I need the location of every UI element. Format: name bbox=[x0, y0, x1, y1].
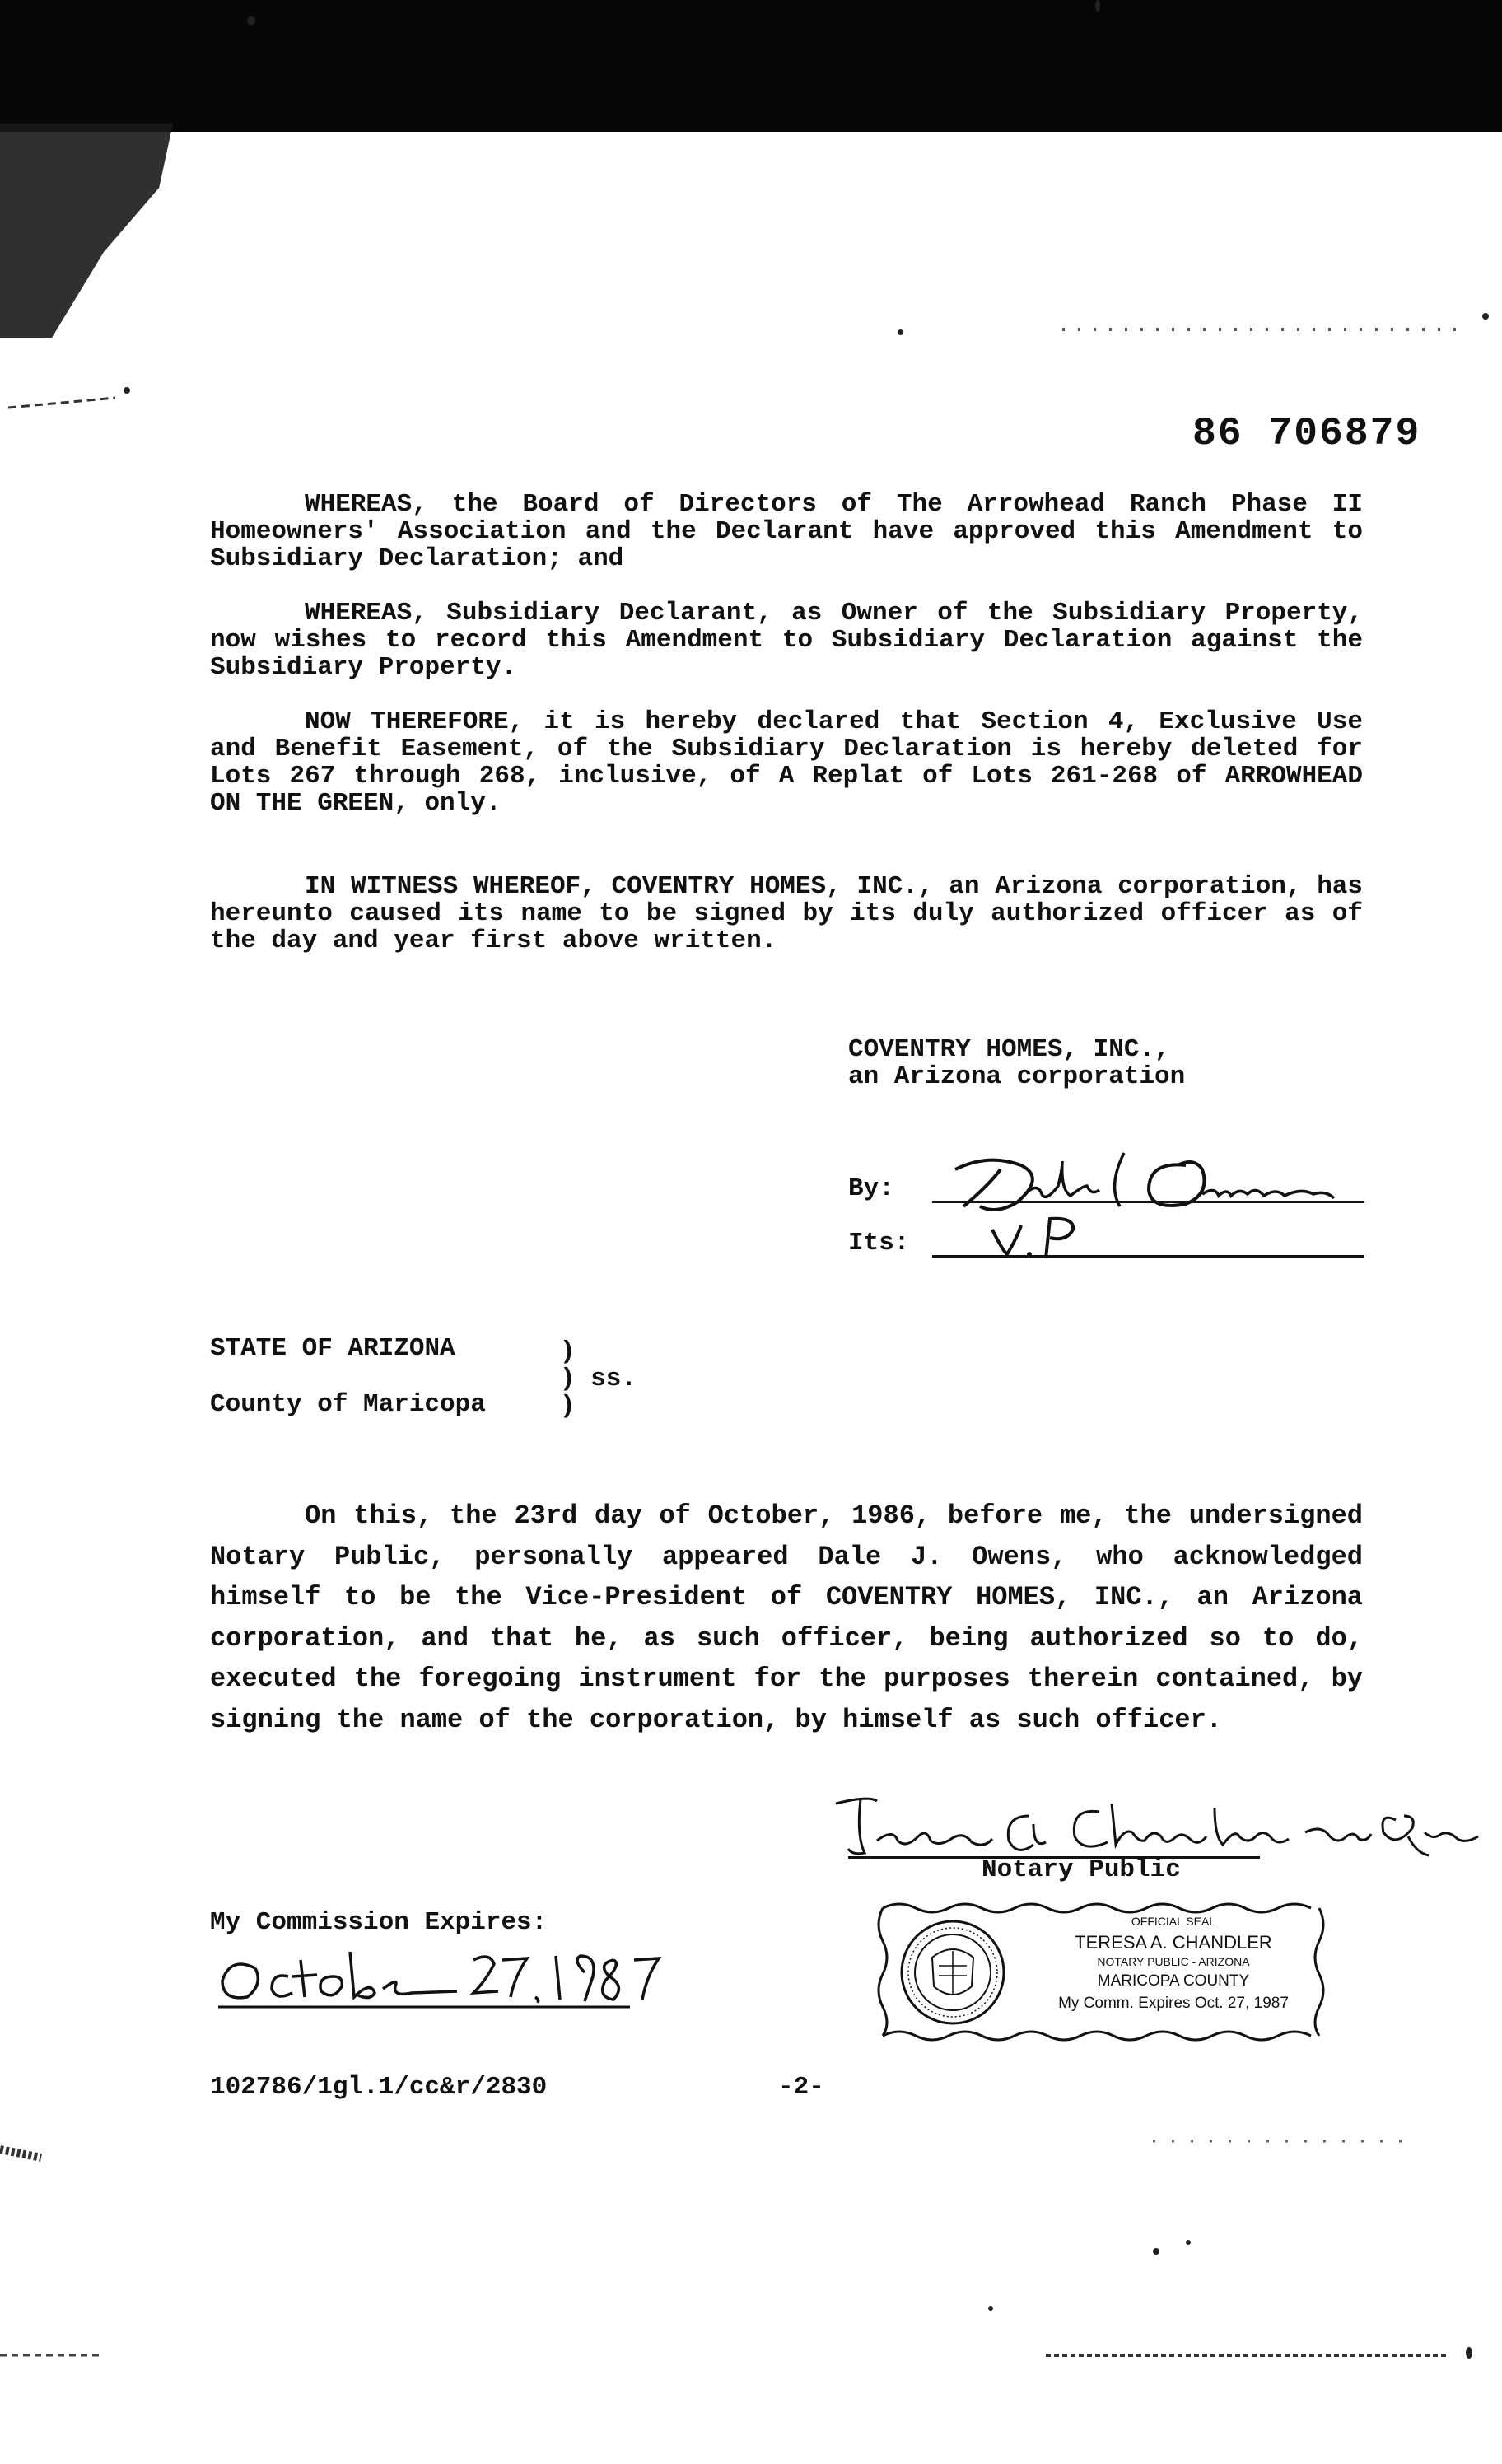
notary-title: Notary Public bbox=[982, 1855, 1181, 1884]
seal-line-name: TERESA A. CHANDLER bbox=[1075, 1932, 1272, 1953]
company-name: COVENTRY HOMES, INC., bbox=[848, 1035, 1170, 1064]
operative-text: NOW THEREFORE, it is hereby declared that Section 4, Exclusive Use and Benefit Easement, of the Subsidiary Declaration is hereby deleted for Lots 267 through 268, inclusive, of A Replat of Lots 261-268 of ARROWHEAD ON THE GREEN, only. bbox=[210, 707, 1363, 818]
venue-paren-top: ) bbox=[560, 1337, 576, 1366]
notary-signature bbox=[828, 1791, 1486, 1865]
venue-ss: ) ss. bbox=[560, 1365, 637, 1393]
commission-date-handwriting bbox=[210, 1935, 671, 2009]
commission-label: My Commission Expires: bbox=[210, 1908, 548, 1937]
footer-reference: 102786/1gl.1/cc&r/2830 bbox=[210, 2073, 548, 2102]
document-number: 86 706879 bbox=[1192, 412, 1421, 456]
its-label: Its: bbox=[848, 1229, 910, 1258]
witness-text: IN WITNESS WHEREOF, COVENTRY HOMES, INC., an Arizona corporation, has hereunto caused its name to be signed by its duly authorized officer as of the day and year first above written. bbox=[210, 872, 1363, 955]
recital-text: WHEREAS, the Board of Directors of The Arrowhead Ranch Phase II Homeowners' Association and the Declarant have approved this Amendment to Subsidiary Declaration; and bbox=[210, 490, 1363, 573]
seal-line-notary: NOTARY PUBLIC - ARIZONA bbox=[1097, 1955, 1250, 1968]
recital-paragraph-2 bbox=[210, 600, 1363, 681]
acknowledgment-text: On this, the 23rd day of October, 1986, before me, the undersigned Notary Public, personally appeared Dale J. Owens, who acknowledged himself to be the Vice-President of COVENTRY HOMES, INC., an Arizona corporation, and that he, as such officer, being authorized so to do, executed the foregoing instrument for the purposes therein contained, by signing the name of the corporation, by himself as such officer. bbox=[210, 1500, 1363, 1735]
recital-text: WHEREAS, Subsidiary Declarant, as Owner of the Subsidiary Property, now wishes to record this Amendment to Subsidiary Declaration against the Subsidiary Property. bbox=[210, 599, 1363, 682]
seal-line-county: MARICOPA COUNTY bbox=[1097, 1972, 1250, 1990]
witness-paragraph bbox=[210, 873, 1363, 954]
seal-line-official: OFFICIAL SEAL bbox=[1131, 1915, 1216, 1928]
company-description: an Arizona corporation bbox=[848, 1062, 1186, 1091]
notary-acknowledgment bbox=[210, 1496, 1363, 1740]
venue-county: County of Maricopa bbox=[210, 1390, 486, 1419]
recital-paragraph-1 bbox=[210, 491, 1363, 572]
venue-paren-bottom: ) bbox=[560, 1392, 576, 1421]
venue-state: STATE OF ARIZONA bbox=[210, 1334, 455, 1363]
page-number: -2- bbox=[778, 2073, 824, 2102]
by-label: By: bbox=[848, 1174, 894, 1203]
operative-paragraph bbox=[210, 708, 1363, 817]
seal-line-expires: My Comm. Expires Oct. 27, 1987 bbox=[1058, 1995, 1289, 2012]
its-handwriting bbox=[984, 1209, 1099, 1275]
